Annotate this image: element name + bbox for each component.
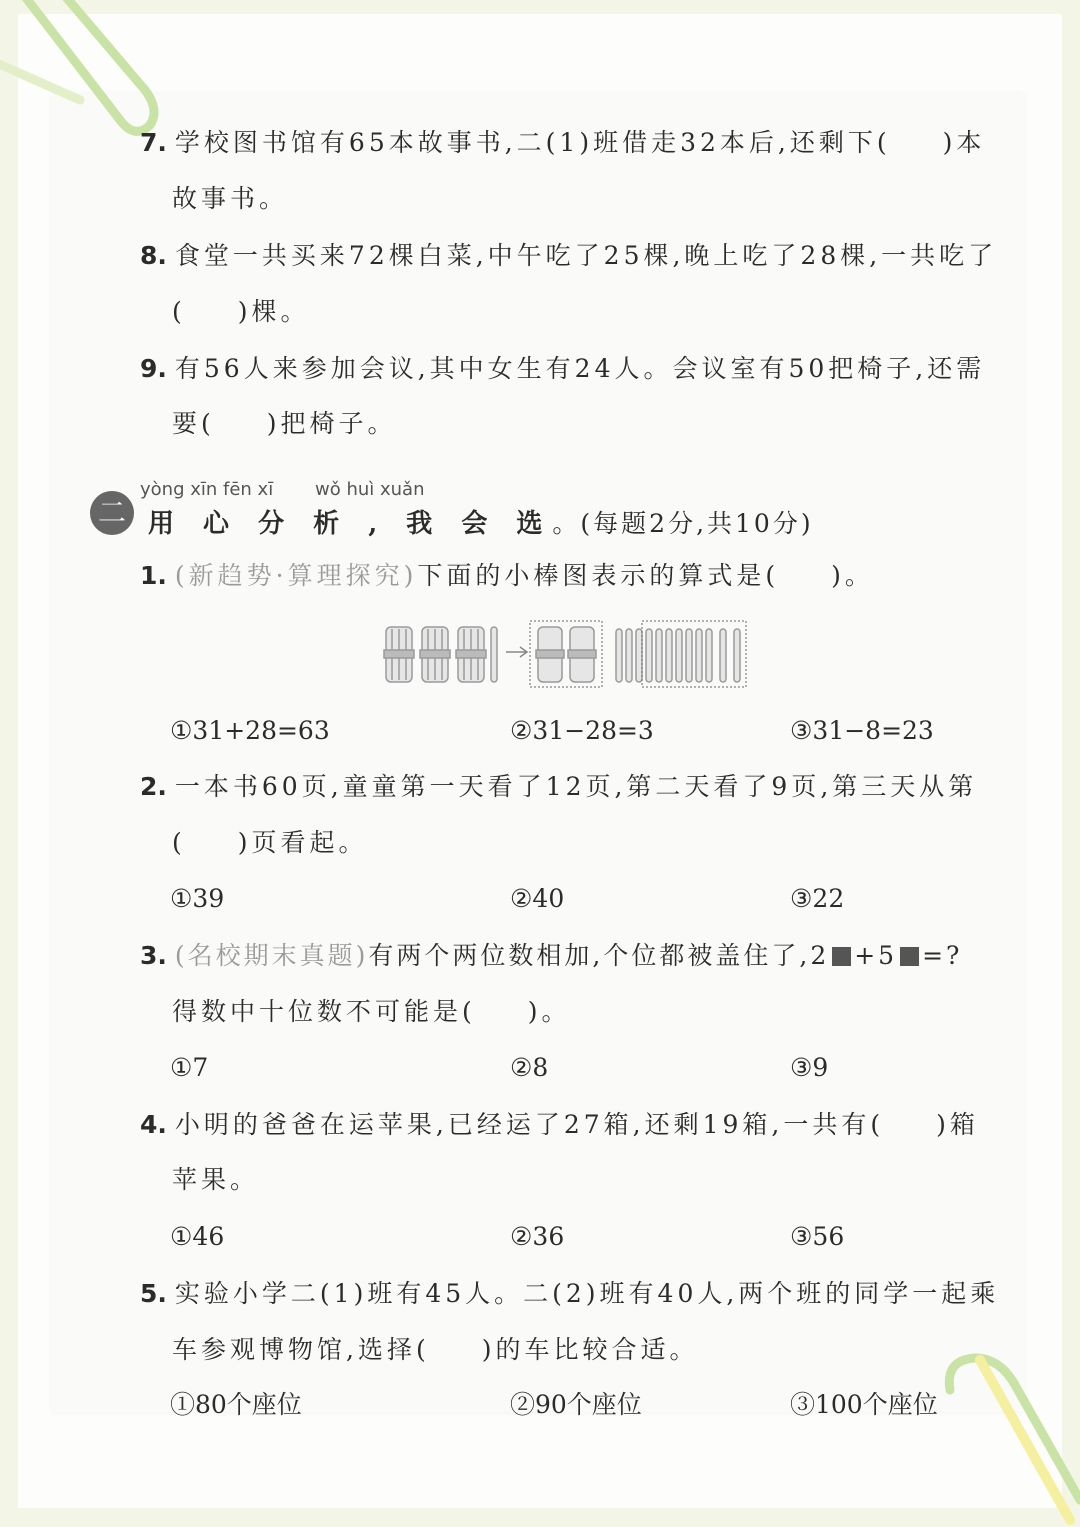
question-tag: (新趋势·算理探究) bbox=[174, 561, 418, 590]
choice-question-1: 1. (新趋势·算理探究)下面的小棒图表示的算式是( )。 bbox=[140, 561, 874, 590]
option-5a[interactable]: ①80个座位 bbox=[170, 1390, 302, 1419]
option-4c[interactable]: ③56 bbox=[790, 1222, 845, 1251]
choice-question-2-line1: 2. 一本书60页,童童第一天看了12页,第二天看了9页,第三天从第 bbox=[140, 772, 978, 801]
section-number-badge: 二 bbox=[90, 491, 134, 535]
choice-question-5-line1: 5. 实验小学二(1)班有45人。二(2)班有40人,两个班的同学一起乘 bbox=[140, 1279, 1000, 1308]
option-1c[interactable]: ③31−8=23 bbox=[790, 716, 934, 745]
covered-digit-square bbox=[832, 947, 851, 966]
option-2a[interactable]: ①39 bbox=[170, 884, 225, 913]
question-8-line1: 8. 食堂一共买来72棵白菜,中午吃了25棵,晚上吃了28棵,一共吃了 bbox=[140, 241, 998, 270]
option-3b[interactable]: ②8 bbox=[510, 1053, 549, 1082]
counting-sticks-illustration bbox=[380, 617, 750, 692]
question-8-line2: ( )棵。 bbox=[172, 297, 310, 326]
question-number: 1. bbox=[140, 561, 167, 590]
question-number: 8. bbox=[140, 241, 167, 270]
section-title: 用 心 分 析 , 我 会 选。(每题2分,共10分) bbox=[148, 509, 814, 539]
choice-question-3-line1: 3. (名校期末真题)有两个两位数相加,个位都被盖住了,2 +5 =? bbox=[140, 941, 963, 970]
section-subtitle: 。(每题2分,共10分) bbox=[552, 509, 814, 538]
option-1b[interactable]: ②31−28=3 bbox=[510, 716, 654, 745]
section-pinyin-left: yòng xīn fēn xī bbox=[140, 479, 274, 500]
question-number: 7. bbox=[140, 128, 167, 157]
question-number: 4. bbox=[140, 1110, 167, 1139]
question-number: 3. bbox=[140, 941, 167, 970]
question-number: 9. bbox=[140, 354, 167, 383]
option-2b[interactable]: ②40 bbox=[510, 884, 565, 913]
choice-question-5-line2: 车参观博物馆,选择( )的车比较合适。 bbox=[172, 1335, 699, 1364]
stick-bundle-1 bbox=[384, 627, 414, 682]
choice-question-2-line2: ( )页看起。 bbox=[172, 828, 368, 857]
option-1a[interactable]: ①31+28=63 bbox=[170, 716, 330, 745]
choice-question-4-line2: 苹果。 bbox=[172, 1165, 260, 1194]
question-7-line2: 故事书。 bbox=[172, 184, 289, 213]
question-number: 5. bbox=[140, 1279, 167, 1308]
option-2c[interactable]: ③22 bbox=[790, 884, 845, 913]
question-number: 2. bbox=[140, 772, 167, 801]
question-9-line1: 9. 有56人来参加会议,其中女生有24人。会议室有50把椅子,还需 bbox=[140, 354, 986, 383]
option-4b[interactable]: ②36 bbox=[510, 1222, 565, 1251]
option-5b[interactable]: ②90个座位 bbox=[510, 1390, 642, 1419]
question-7-line1: 7. 学校图书馆有65本故事书,二(1)班借走32本后,还剩下( )本 bbox=[140, 128, 986, 157]
option-5c[interactable]: ③100个座位 bbox=[790, 1390, 938, 1419]
covered-digit-square bbox=[900, 947, 919, 966]
question-tag: (名校期末真题) bbox=[174, 941, 369, 970]
choice-question-4-line1: 4. 小明的爸爸在运苹果,已经运了27箱,还剩19箱,一共有( )箱 bbox=[140, 1110, 979, 1139]
choice-question-3-line2: 得数中十位数不可能是( )。 bbox=[172, 997, 571, 1026]
option-4a[interactable]: ①46 bbox=[170, 1222, 225, 1251]
content-panel bbox=[52, 94, 1024, 1412]
question-9-line2: 要( )把椅子。 bbox=[172, 409, 397, 438]
section-pinyin-right: wǒ huì xuǎn bbox=[315, 479, 425, 500]
paperclip-bottom-right bbox=[920, 1350, 1080, 1527]
option-3a[interactable]: ①7 bbox=[170, 1053, 209, 1082]
option-3c[interactable]: ③9 bbox=[790, 1053, 829, 1082]
